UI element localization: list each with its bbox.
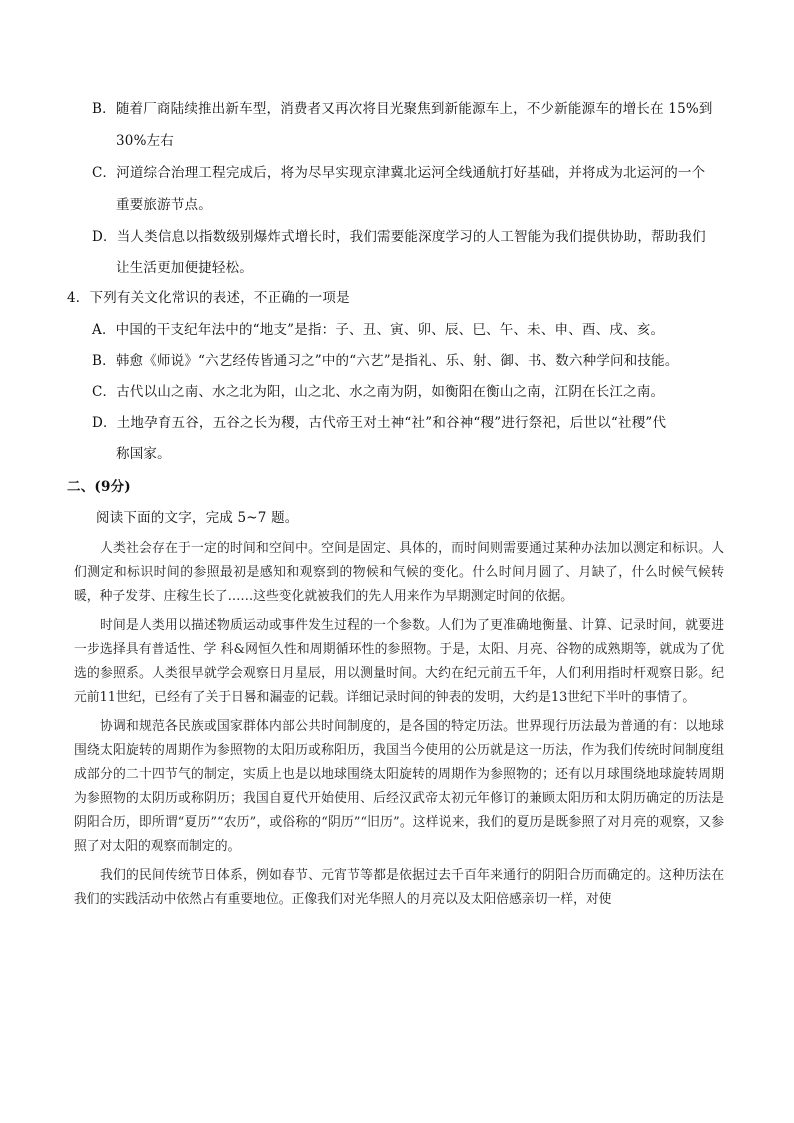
passage-paragraph-2: 时间是人类用以描述物质运动或事件发生过程的一个参数。人们为了更准确地衡量、计算、记录时间，就要进一步选择具有普适性、学 科&网恒久性和周期循环性的参照物。于是，太阳、月亮、谷物的成熟期等，就成为了优选的参照系。人类很早就学会观察日月星辰，用以测量时间。大约在纪元前五千年，人们利用指时杆观察日影。纪元前11世纪，已经有了关于日晷和漏壶的记载。详细记录时间的钟表的发明，大约是13世纪下半叶的事情了。	[74, 618, 724, 705]
q3-option-c-line2: 重要旅游节点。	[116, 197, 212, 213]
q3-option-d-line2: 让生活更加便捷轻松。	[116, 260, 253, 276]
section-heading: 二、(9分)	[67, 479, 131, 495]
passage-paragraph-4: 我们的民间传统节日体系，例如春节、元宵节等都是依据过去千百年来通行的阴阳合历而确定的。这种历法在我们的实践活动中依然占有重要地位。正像我们对光华照人的月亮以及太阳倍感亲切一样，对使	[74, 868, 724, 907]
q3-option-b-line1: B．随着厂商陆续推出新车型，消费者又再次将目光聚焦到新能源车上，不少新能源车的增长在 15%到	[92, 101, 713, 117]
q3-option-d-line1: D．当人类信息以指数级别爆炸式增长时，我们需要能深度学习的人工智能为我们提供协助，帮助我们	[92, 229, 706, 245]
q4-option-d-line2: 称国家。	[116, 446, 171, 462]
q4-option-d-line1: D．土地孕育五谷，五谷之长为稷，古代帝王对土神“社”和谷神“稷”进行祭祀，后世以“社稷”代	[92, 415, 667, 431]
section-instruction: 阅读下面的文字，完成 5~7 题。	[96, 510, 299, 526]
q3-option-b-line2: 30%左右	[116, 133, 175, 149]
q4-stem: 4．下列有关文化常识的表述，不正确的一项是	[67, 290, 350, 306]
q3-option-c-line1: C．河道综合治理工程完成后，将为尽早实现京津冀北运河全线通航打好基础，并将成为北运河的一个	[92, 165, 706, 181]
passage-paragraph-3: 协调和规范各民族或国家群体内部公共时间制度的，是各国的特定历法。世界现行历法最为普通的有：以地球围绕太阳旋转的周期作为参照物的太阳历或称阳历，我国当今使用的公历就是这一历法，作为我们传统时间制度组成部分的二十四节气的制定，实质上也是以地球围绕太阳旋转的周期作为参照物的；还有以月球围绕地球旋转周期为参照物的太阴历或称阴历；我国自夏代开始使用、后经汉武帝太初元年修订的兼顾太阳历和太阴历确定的历法是阴阳合历，即所谓“夏历”“农历”，或俗称的“阴历”“旧历”。这样说来，我们的夏历是既参照了对月亮的观察，又参照了对太阳的观察而制定的。	[74, 719, 724, 854]
q4-option-a: A．中国的干支纪年法中的“地支”是指：子、丑、寅、卯、辰、巳、午、未、申、酉、戌、亥。	[92, 322, 665, 338]
q4-option-c: C．古代以山之南、水之北为阳，山之北、水之南为阴，如衡阳在衡山之南，江阴在长江之南。	[92, 384, 665, 400]
q4-option-b: B．韩愈《师说》“六艺经传皆通习之”中的“六艺”是指礼、乐、射、御、书、数六种学问和技能。	[92, 353, 679, 369]
passage-paragraph-1: 人类社会存在于一定的时间和空间中。空间是固定、具体的，而时间则需要通过某种办法加以测定和标识。人们测定和标识时间的参照最初是感知和观察到的物候和气候的变化。什么时间月圆了、月缺了，什么时候气候转暖，种子发芽、庄稼生长了……这些变化就被我们的先人用来作为早期测定时间的依据。	[74, 541, 724, 604]
reading-passage	[74, 537, 724, 912]
